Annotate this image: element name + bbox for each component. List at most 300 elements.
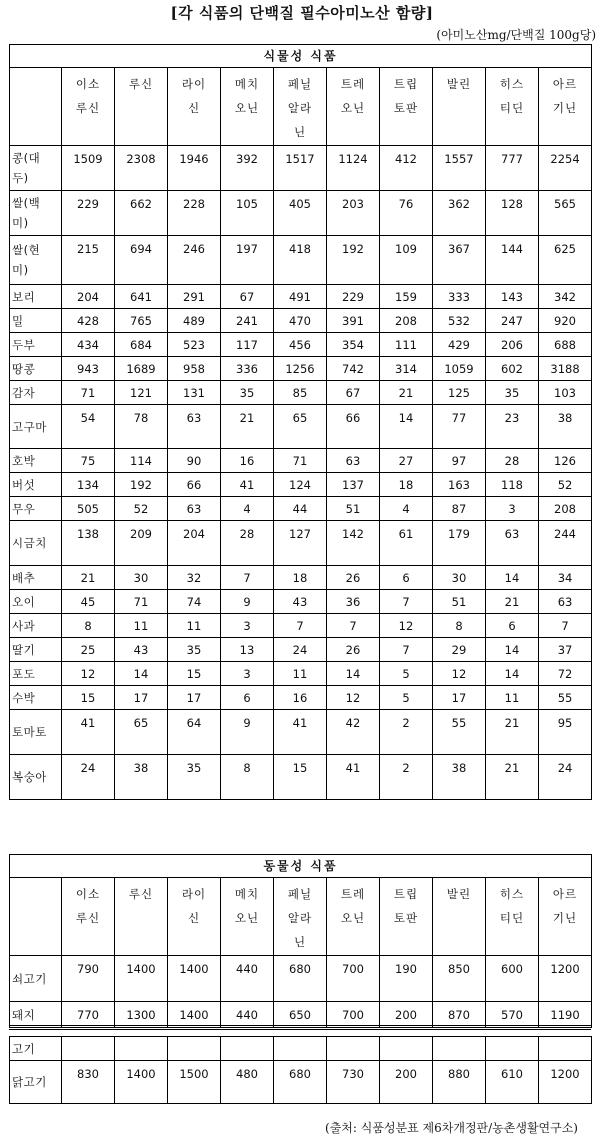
food-name-label: 시금치 [12,536,47,550]
section-title-row [10,855,592,878]
table-row [10,236,592,285]
value-cell: 943 [62,357,115,381]
amino-acid-header [221,68,274,146]
value-cell: 1190 [539,1002,592,1028]
value-cell: 333 [433,285,486,309]
value-cell: 66 [168,473,221,497]
value-cell: 730 [327,1061,380,1104]
value-cell: 429 [433,333,486,357]
value-cell: 228 [168,191,221,236]
table-row [10,146,592,191]
value-cell: 570 [486,1002,539,1028]
value-cell: 54 [62,405,115,449]
value-cell: 6 [380,566,433,590]
food-name-label: 배추 [12,570,36,585]
value-cell: 244 [539,521,592,566]
food-name [10,285,62,309]
value-cell: 391 [327,309,380,333]
table-row [10,285,592,309]
value-cell: 117 [221,333,274,357]
value-cell: 111 [380,333,433,357]
value-cell: 44 [274,497,327,521]
amino-acid-header [327,878,380,956]
value-cell: 21 [380,381,433,405]
amino-acid-header [62,68,115,146]
value-cell: 163 [433,473,486,497]
value-cell: 38 [433,755,486,800]
value-cell: 700 [327,956,380,1002]
value-cell: 14 [486,566,539,590]
value-cell: 12 [380,614,433,638]
value-cell: 17 [433,686,486,710]
food-name-label: 수박 [12,690,36,705]
value-cell: 920 [539,309,592,333]
value-cell: 880 [433,1061,486,1104]
food-name-label: 딸기 [12,642,36,657]
value-cell: 134 [62,473,115,497]
value-cell: 35 [221,381,274,405]
amino-acid-header [327,68,380,146]
value-cell: 14 [486,662,539,686]
food-name [10,381,62,405]
value-cell: 72 [539,662,592,686]
value-cell: 197 [221,236,274,285]
amino-acid-header [168,68,221,146]
food-name-label: 무우 [12,501,36,516]
value-cell: 24 [62,755,115,800]
value-cell: 2308 [115,146,168,191]
value-cell: 17 [168,686,221,710]
value-cell: 14 [115,662,168,686]
food-name-label: 오이 [12,594,36,609]
value-cell: 6 [221,686,274,710]
table-row [10,710,592,755]
food-name [10,449,62,473]
value-cell: 8 [433,614,486,638]
value-cell: 71 [62,381,115,405]
table-row [10,191,592,236]
amino-acid-label: 페닐알라닌 [287,887,313,949]
value-cell: 121 [115,381,168,405]
value-cell: 77 [433,405,486,449]
value-cell: 15 [62,686,115,710]
table-row [10,381,592,405]
value-cell: 35 [168,638,221,662]
food-name [10,405,62,449]
table-row [10,614,592,638]
table-row [10,1037,592,1061]
table-row [10,497,592,521]
value-cell: 342 [539,285,592,309]
value-cell: 12 [62,662,115,686]
food-name [10,236,62,285]
food-name [10,333,62,357]
value-cell: 11 [274,662,327,686]
amino-acid-header [433,878,486,956]
value-cell: 684 [115,333,168,357]
value-cell: 64 [168,710,221,755]
value-cell: 790 [62,956,115,1002]
value-cell: 142 [327,521,380,566]
value-cell: 362 [433,191,486,236]
value-cell: 246 [168,236,221,285]
value-cell: 118 [486,473,539,497]
food-name [10,590,62,614]
value-cell: 21 [221,405,274,449]
value-cell: 71 [115,590,168,614]
table-row [10,357,592,381]
value-cell: 5 [380,686,433,710]
value-cell: 109 [380,236,433,285]
value-cell: 14 [486,638,539,662]
value-cell: 247 [486,309,539,333]
value-cell: 21 [486,710,539,755]
value-cell: 700 [327,1002,380,1028]
value-cell: 65 [115,710,168,755]
value-cell: 9 [221,710,274,755]
amino-acid-header [115,68,168,146]
amino-acid-header [433,68,486,146]
value-cell: 127 [274,521,327,566]
value-cell: 602 [486,357,539,381]
value-cell: 131 [168,381,221,405]
value-cell: 27 [380,449,433,473]
food-name [10,309,62,333]
header-row [10,68,592,146]
value-cell: 4 [221,497,274,521]
value-cell: 51 [327,497,380,521]
food-name [10,686,62,710]
value-cell: 192 [115,473,168,497]
value-cell: 1400 [115,1061,168,1104]
amino-acid-label: 히스티딘 [499,887,525,925]
amino-acid-label: 발린 [446,77,472,91]
table-row [10,638,592,662]
value-cell: 38 [539,405,592,449]
amino-acid-header [486,68,539,146]
value-cell: 43 [274,590,327,614]
value-cell: 71 [274,449,327,473]
value-cell: 97 [433,449,486,473]
value-cell: 480 [221,1061,274,1104]
value-cell: 12 [433,662,486,686]
amino-acid-label: 히스티딘 [499,77,525,115]
food-name-label: 버섯 [12,477,36,492]
food-name-label: 쇠고기 [12,971,47,986]
value-cell: 7 [221,566,274,590]
page-title: [각 식품의 단백질 필수아미노산 함량] [170,4,434,22]
source-note: (출처: 식품성분표 제6차개정판/농촌생활연구소) [325,1121,578,1135]
amino-acid-label: 아르기닌 [552,887,578,925]
value-cell: 367 [433,236,486,285]
value-cell: 128 [486,191,539,236]
value-cell: 12 [327,686,380,710]
value-cell: 55 [433,710,486,755]
value-cell: 1689 [115,357,168,381]
value-cell: 600 [486,956,539,1002]
amino-acid-header [115,878,168,956]
value-cell: 76 [380,191,433,236]
food-name-label: 보리 [12,289,36,304]
value-cell: 440 [221,956,274,1002]
value-cell: 41 [221,473,274,497]
value-cell: 67 [327,381,380,405]
food-name-label: 두부 [12,337,36,352]
table-row [10,473,592,497]
value-cell: 1300 [115,1002,168,1028]
value-cell: 159 [380,285,433,309]
amino-acid-header [380,878,433,956]
value-cell: 18 [380,473,433,497]
value-cell: 1200 [539,1061,592,1104]
value-cell: 143 [486,285,539,309]
amino-acid-header [539,878,592,956]
food-name-label: 닭고기 [12,1075,47,1089]
value-cell: 8 [221,755,274,800]
value-cell: 32 [168,566,221,590]
value-cell: 456 [274,333,327,357]
food-name-label: 감자 [12,385,36,400]
value-cell: 179 [433,521,486,566]
amino-acid-header [62,878,115,956]
food-name-label: 콩(대두) [12,151,41,185]
food-name [10,1061,62,1104]
value-cell: 21 [486,590,539,614]
value-cell: 1400 [115,956,168,1002]
value-cell: 11 [168,614,221,638]
value-cell: 43 [115,638,168,662]
value-cell: 7 [327,614,380,638]
food-name-label: 고기 [12,1041,36,1056]
table-break-line [9,1025,591,1026]
value-cell: 23 [486,405,539,449]
table-row [10,405,592,449]
value-cell: 2 [380,710,433,755]
food-name-label: 쌀(현미) [12,243,41,277]
value-cell: 138 [62,521,115,566]
value-cell: 777 [486,146,539,191]
amino-acid-label: 트립토판 [393,887,419,925]
plant-food-table [9,44,592,800]
food-name-label: 고구마 [12,419,47,434]
value-cell: 1517 [274,146,327,191]
food-name-label: 밀 [12,313,24,328]
value-cell: 1200 [539,956,592,1002]
table-row [10,956,592,1002]
value-cell: 625 [539,236,592,285]
header-row [10,878,592,956]
value-cell: 680 [274,1061,327,1104]
value-cell: 1124 [327,146,380,191]
value-cell: 5 [380,662,433,686]
value-cell: 114 [115,449,168,473]
value-cell: 440 [221,1002,274,1028]
value-cell: 870 [433,1002,486,1028]
value-cell: 1557 [433,146,486,191]
food-name-label: 사과 [12,618,36,633]
food-name [10,662,62,686]
value-cell: 532 [433,309,486,333]
amino-acid-label: 트레오닌 [340,887,366,925]
food-name [10,1037,62,1061]
amino-acid-header [380,68,433,146]
food-name [10,473,62,497]
value-cell [274,1037,327,1061]
value-cell: 87 [433,497,486,521]
amino-acid-label: 이소루신 [75,887,101,925]
value-cell: 11 [486,686,539,710]
value-cell: 78 [115,405,168,449]
value-cell: 650 [274,1002,327,1028]
amino-acid-label: 라이신 [181,887,207,925]
amino-acid-header [221,878,274,956]
food-name [10,521,62,566]
value-cell: 41 [327,755,380,800]
value-cell: 830 [62,1061,115,1104]
value-cell: 200 [380,1061,433,1104]
value-cell: 51 [433,590,486,614]
food-name [10,710,62,755]
value-cell: 765 [115,309,168,333]
value-cell: 67 [221,285,274,309]
amino-acid-label: 메치오닌 [234,887,260,925]
value-cell: 1256 [274,357,327,381]
value-cell: 208 [380,309,433,333]
section-title: 식물성 식품 [10,45,592,68]
value-cell: 428 [62,309,115,333]
value-cell: 209 [115,521,168,566]
value-cell: 3 [221,662,274,686]
value-cell: 126 [539,449,592,473]
food-name-label: 토마토 [12,725,47,739]
value-cell: 21 [486,755,539,800]
value-cell: 4 [380,497,433,521]
value-cell: 434 [62,333,115,357]
food-name-label: 돼지 [12,1007,36,1022]
value-cell [380,1037,433,1061]
value-cell: 63 [486,521,539,566]
value-cell: 565 [539,191,592,236]
value-cell: 36 [327,590,380,614]
value-cell: 30 [433,566,486,590]
value-cell: 641 [115,285,168,309]
value-cell: 694 [115,236,168,285]
value-cell: 3188 [539,357,592,381]
value-cell: 1400 [168,1002,221,1028]
value-cell: 13 [221,638,274,662]
value-cell: 1509 [62,146,115,191]
amino-acid-label: 이소루신 [75,77,101,115]
food-name [10,357,62,381]
value-cell [327,1037,380,1061]
value-cell: 26 [327,638,380,662]
value-cell: 190 [380,956,433,1002]
value-cell: 215 [62,236,115,285]
food-name [10,566,62,590]
animal-food-table-continued [9,1036,592,1104]
food-name [10,191,62,236]
value-cell: 14 [327,662,380,686]
value-cell: 38 [115,755,168,800]
value-cell: 37 [539,638,592,662]
value-cell: 15 [168,662,221,686]
amino-acid-label: 페닐알라닌 [287,77,313,139]
value-cell: 770 [62,1002,115,1028]
table-row [10,449,592,473]
value-cell: 17 [115,686,168,710]
value-cell: 405 [274,191,327,236]
table-row [10,662,592,686]
value-cell: 105 [221,191,274,236]
food-name-label: 복숭아 [12,770,47,784]
value-cell: 491 [274,285,327,309]
table-row [10,755,592,800]
food-name [10,755,62,800]
value-cell: 35 [486,381,539,405]
value-cell: 103 [539,381,592,405]
value-cell: 241 [221,309,274,333]
value-cell: 144 [486,236,539,285]
value-cell: 21 [62,566,115,590]
amino-acid-header [539,68,592,146]
value-cell: 45 [62,590,115,614]
animal-food-table [9,854,592,1028]
amino-acid-label: 메치오닌 [234,77,260,115]
amino-acid-label: 트레오닌 [340,77,366,115]
value-cell: 208 [539,497,592,521]
food-name-label: 호박 [12,453,36,468]
table-row [10,1002,592,1028]
value-cell: 1400 [168,956,221,1002]
value-cell: 489 [168,309,221,333]
value-cell: 24 [274,638,327,662]
value-cell: 204 [168,521,221,566]
value-cell: 314 [380,357,433,381]
value-cell: 85 [274,381,327,405]
amino-acid-label: 아르기닌 [552,77,578,115]
value-cell: 18 [274,566,327,590]
amino-acid-label: 라이신 [181,77,207,115]
value-cell: 7 [539,614,592,638]
value-cell: 63 [327,449,380,473]
section-title-row [10,45,592,68]
value-cell: 25 [62,638,115,662]
value-cell: 7 [380,590,433,614]
amino-acid-label: 루신 [128,77,154,91]
value-cell: 192 [327,236,380,285]
amino-acid-label: 루신 [128,887,154,901]
value-cell: 8 [62,614,115,638]
value-cell: 11 [115,614,168,638]
header-corner [10,68,62,146]
value-cell: 742 [327,357,380,381]
value-cell: 2 [380,755,433,800]
table-row [10,521,592,566]
value-cell: 470 [274,309,327,333]
value-cell [486,1037,539,1061]
value-cell: 392 [221,146,274,191]
section-title: 동물성 식품 [10,855,592,878]
amino-acid-header [274,878,327,956]
value-cell: 6 [486,614,539,638]
table-row [10,1061,592,1104]
value-cell: 90 [168,449,221,473]
value-cell: 505 [62,497,115,521]
value-cell: 125 [433,381,486,405]
value-cell: 16 [274,686,327,710]
value-cell: 95 [539,710,592,755]
value-cell: 52 [539,473,592,497]
